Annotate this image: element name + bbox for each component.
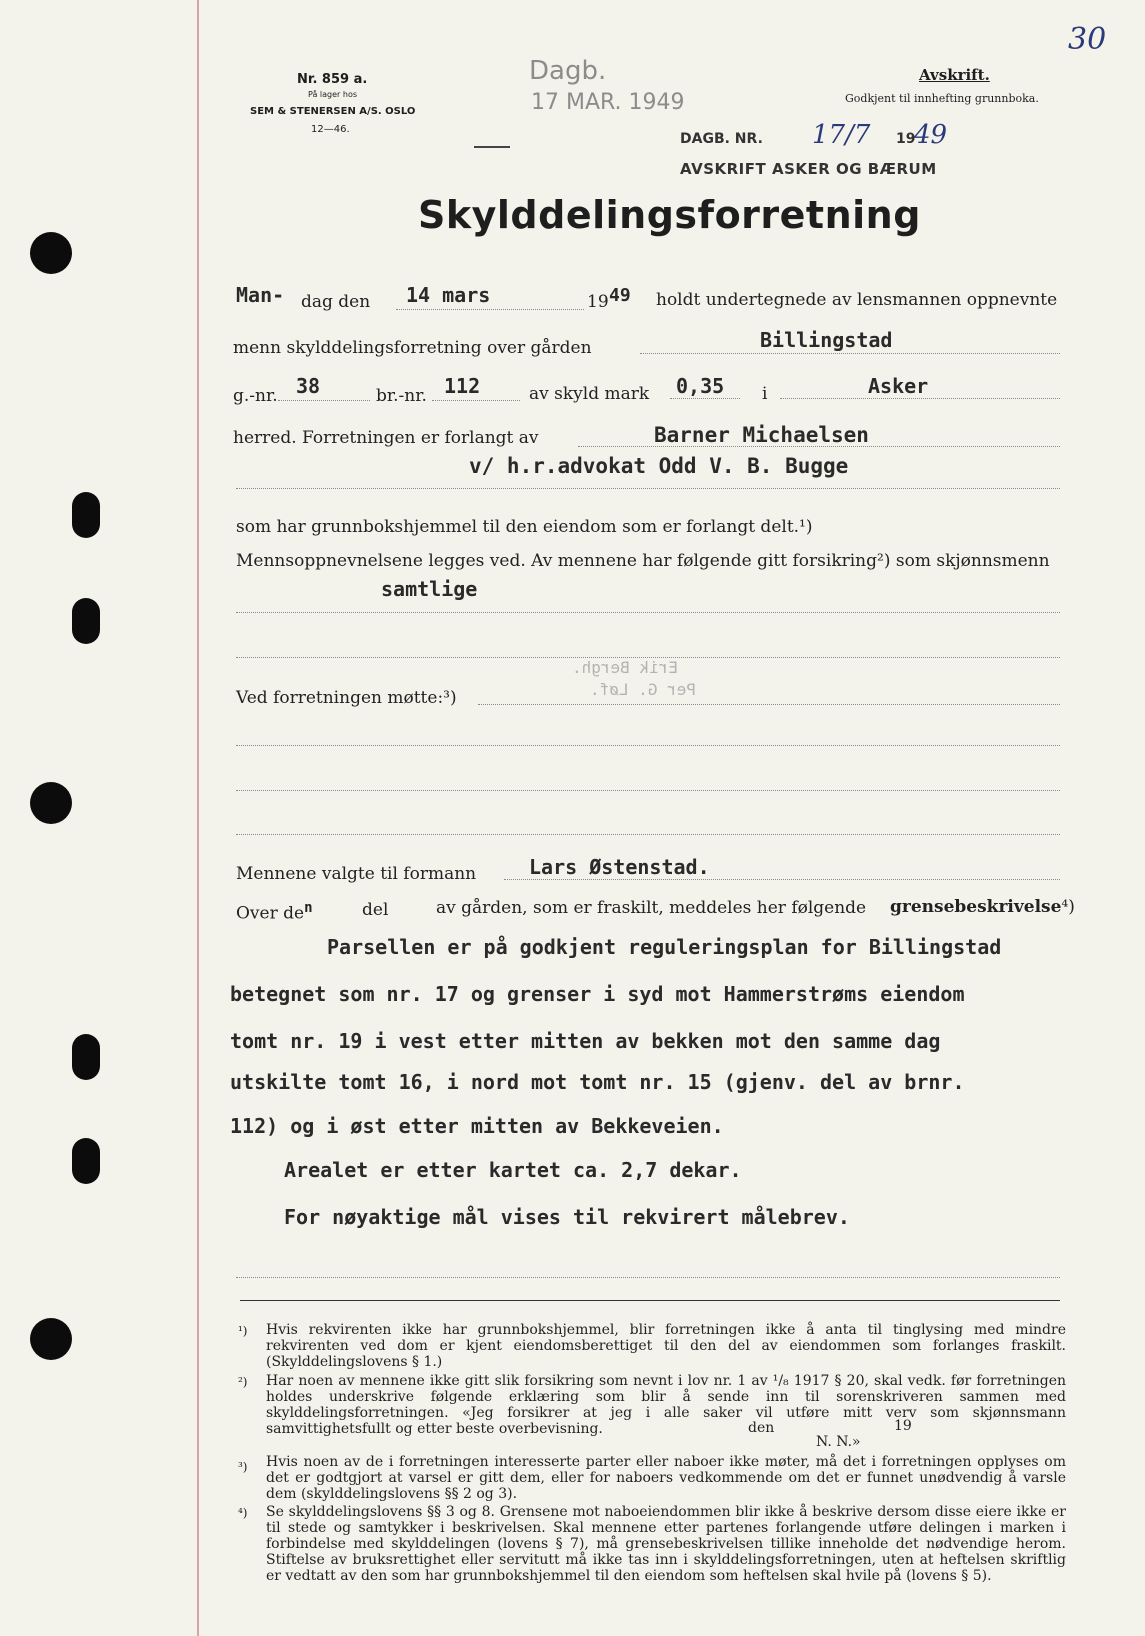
samtlige: samtlige [381, 577, 478, 601]
herred-text: herred. Forretningen er forlangt av [233, 428, 539, 448]
requester-dotline [578, 446, 1060, 447]
document-title: Skylddelingsforretning [418, 193, 921, 237]
page-number: 30 [1068, 22, 1107, 57]
description-line: Arealet er etter kartet ca. 2,7 dekar. [284, 1158, 742, 1182]
office-stamp: AVSKRIFT ASKER OG BÆRUM [680, 160, 937, 178]
description-line: For nøyaktige mål vises til rekvirert målebrev. [284, 1205, 850, 1229]
skyld-label: av skyld mark [529, 384, 650, 404]
motte-dotline [236, 834, 1060, 835]
dagb-year-value: 49 [914, 120, 948, 150]
requester-attorney: v/ h.r.advokat Odd V. B. Bugge [469, 454, 849, 478]
del-label: del [362, 900, 389, 920]
form-number: Nr. 859 a. [297, 72, 368, 87]
formann-label: Mennene valgte til formann [236, 864, 477, 884]
over-den-text: Over de [236, 903, 305, 924]
brnr-dotline [432, 400, 520, 401]
footnote-number: ²) [238, 1375, 248, 1389]
footnote-text: Hvis noen av de i forretningen interesserte parter eller naboer ikke møter, må det i forretningen opplyses om det er godtgjort at varsel er gitt dem, eller for naboers vedkommende om det er funnet unødvendig å varsle dem (skylddelingslovens §§ 2 og 3). [266, 1454, 1066, 1502]
motte-dotline [478, 704, 1060, 705]
grense-text: grensebeskrivelse [890, 897, 1062, 917]
publisher-date: 12—46. [311, 124, 350, 135]
binder-hole [30, 1318, 72, 1360]
samtlige-dotline [236, 612, 1060, 613]
description-line: tomt nr. 19 i vest etter mitten av bekken mot den samme dag [230, 1029, 941, 1053]
gnr-value: 38 [296, 374, 321, 398]
fraskilt-text: av gården, som er fraskilt, meddeles her følgende [436, 898, 867, 918]
bleed-through-text: Per G. Løf. [590, 680, 696, 699]
grense-sup: ⁴) [1061, 897, 1075, 917]
motte-dotline [236, 745, 1060, 746]
oppnevnelse-text: Mennsoppnevnelsene legges ved. Av mennene har følgende gitt forsikring²) som skjønnsmenn [236, 551, 1050, 571]
holdt-text: holdt undertegnede av lensmannen oppnevnte [656, 290, 1058, 310]
brnr-value: 112 [444, 374, 481, 398]
dagb-stamp: Dagb. [529, 56, 607, 86]
date-value: 14 mars [406, 283, 491, 307]
avskrift-subtitle: Godkjent til innhefting grunnboka. [845, 92, 1039, 105]
dag-den-label: dag den [301, 292, 371, 312]
footnote-number: ¹) [238, 1324, 248, 1338]
margin-line [197, 0, 199, 1636]
footnote-number: ⁴) [238, 1506, 248, 1520]
brnr-label: br.-nr. [376, 386, 427, 406]
farm-name: Billingstad [760, 328, 893, 352]
binder-hole [72, 492, 100, 538]
description-line: 112) og i øst etter mitten av Bekkeveien. [230, 1114, 724, 1138]
dagb-nr-label: DAGB. NR. [680, 131, 763, 147]
date-dotline [396, 309, 584, 310]
over-den-label [236, 900, 313, 924]
description-line: betegnet som nr. 17 og grenser i syd mot Hammerstrøms eiendom [230, 982, 965, 1006]
year-prefix: 19 [587, 292, 609, 312]
footnote-year: 19 [894, 1418, 912, 1434]
footnote-nn: N. N.» [816, 1434, 861, 1450]
binder-hole [72, 1034, 100, 1080]
weekday: Man- [236, 283, 285, 307]
footnote-text: Hvis rekvirenten ikke har grunnbokshjemmel, blir forretningen ikke å anta til tinglysing med mindre rekvirenten ved dom er kjent eiendomsberettiget til den del av eiendommen som forlanges fraskilt. (Skylddelingslovens § 1.) [266, 1322, 1066, 1370]
dagb-year-prefix: 19 [896, 131, 916, 147]
requester: Barner Michaelsen [654, 423, 869, 447]
dagb-nr-value: 17/7 [812, 120, 871, 150]
year-value: 49 [609, 285, 631, 306]
footnote-rule [240, 1300, 1060, 1301]
footnote-text: Har noen av mennene ikke gitt slik forsikring som nevnt i lov nr. 1 av ¹/₈ 1917 § 20, skal vedk. før forretningen holdes underskrive følgende erklæring som blir å sende inn til sorenskriveren sammen med skylddelingsforretningen. «Jeg forsikrer at jeg i alle saker vil utføre mitt verv som skjønnsmann samvittighetsfullt og etter beste overbevisning. [266, 1373, 1066, 1437]
description-line: Parsellen er på godkjent reguleringsplan for Billingstad [327, 935, 1002, 959]
date-stamp: 17 MAR. 1949 [531, 90, 685, 115]
formann-name: Lars Østenstad. [529, 855, 710, 879]
binder-hole [72, 598, 100, 644]
i-label: i [762, 384, 768, 404]
municipality: Asker [868, 374, 929, 398]
grense-label [890, 897, 1075, 917]
over-den-suffix: n [304, 900, 313, 916]
farm-dotline [640, 353, 1060, 354]
gnr-dotline [278, 400, 370, 401]
footnote-text: Se skylddelingslovens §§ 3 og 8. Grensene mot naboeiendommen blir ikke å beskrive dersom disse eiere ikke er til stede og samtykker i beskrivelsen. Skal mennene etter partenes forlangende utføre delingen i marken i forbindelse med skylddelingen (lovens § 7), må grensebeskrivelsen tillike inneholde det nødvendige herom. Stiftelse av bruksrettighet eller servitutt må ikke tas inn i skylddelingsforretningen, uten at heftelsen skriftlig er vedtatt av den som har grunnbokshjemmel til den eiendom som heftelsen skal hvile på (lovens § 5). [266, 1504, 1066, 1584]
publisher-line1: På lager hos [308, 90, 357, 99]
description-dotline [236, 1277, 1060, 1278]
motte-dotline [236, 790, 1060, 791]
skyld-dotline [670, 398, 740, 399]
publisher-name: SEM & STENERSEN A/S. OSLO [250, 106, 416, 117]
municipality-dotline [780, 398, 1060, 399]
motte-label: Ved forretningen møtte:³) [236, 688, 457, 708]
skyld-value: 0,35 [676, 374, 725, 398]
requester2-dotline [236, 488, 1060, 489]
avskrift-title: Avskrift. [919, 66, 990, 84]
description-line: utskilte tomt 16, i nord mot tomt nr. 15 (gjenv. del av brnr. [230, 1070, 965, 1094]
footnote-den: den [748, 1420, 775, 1436]
gnr-label: g.-nr. [233, 386, 278, 406]
binder-hole [72, 1138, 100, 1184]
binder-hole [30, 232, 72, 274]
menn-text: menn skylddelingsforretning over gården [233, 338, 592, 358]
binder-hole [30, 782, 72, 824]
bleed-through-text: Erik Bergh. [572, 658, 678, 677]
formann-dotline [504, 879, 1060, 880]
footnote-number: ³) [238, 1460, 248, 1474]
short-rule [474, 146, 510, 148]
grunnbok-text: som har grunnbokshjemmel til den eiendom som er forlangt delt.¹) [236, 517, 813, 537]
